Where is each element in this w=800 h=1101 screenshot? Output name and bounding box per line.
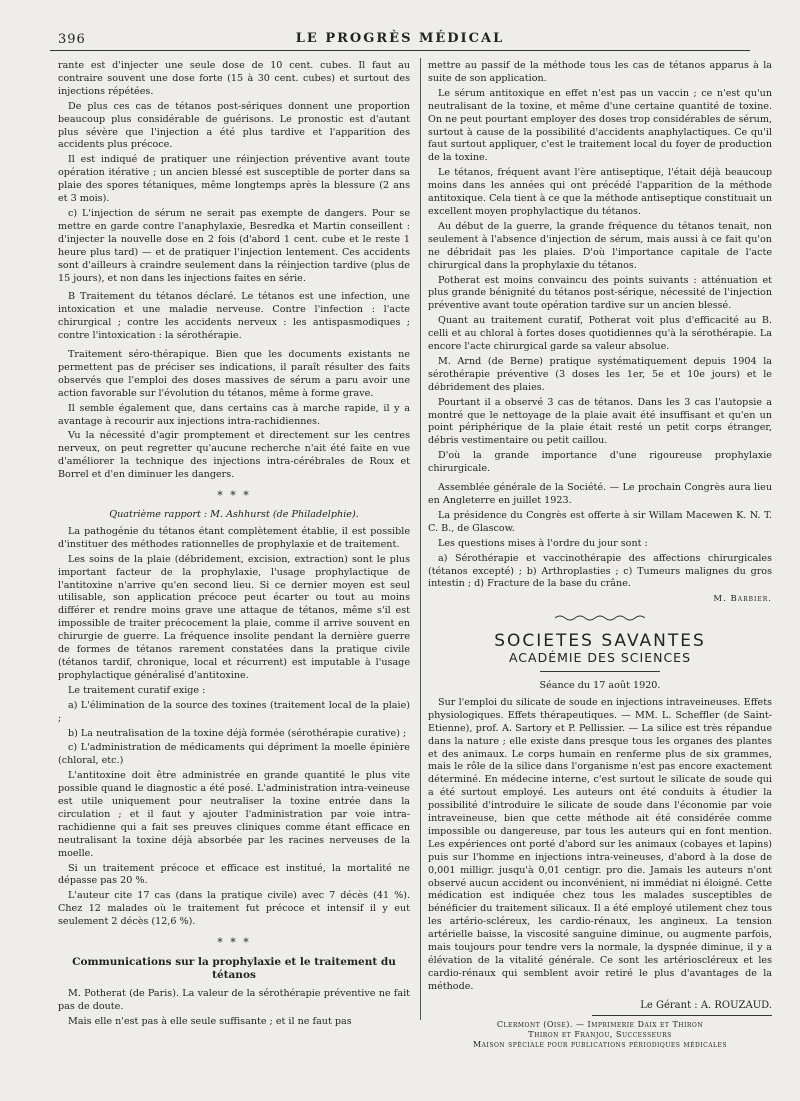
paragraph: M. Potherat (de Paris). La valeur de la sérothérapie préventive ne fait pas de doute.	[58, 988, 410, 1012]
wave-ornament-graphic	[555, 614, 645, 622]
section-separator: * * *	[217, 936, 251, 950]
paragraph: c) L'injection de sérum ne serait pas exempte de dangers. Pour se mettre en garde contre l'anaphylaxie, Besredka et Martin conseillent : d'injecter la nouvelle dose en 2 fois (d'abord 1 cent. cube et le reste 1 heure plus tard) — et de pratiquer l'injection lentement. Ces accidents sont d'ailleurs à craindre seulement dans la réinjection tardive (plus de 15 jours), et non dans les injections faites en série.	[58, 207, 410, 284]
paragraph: La pathogénie du tétanos étant complètement établie, il est possible d'instituer des méthodes rationnelles de prophylaxie et de traitement.	[58, 525, 410, 550]
right-column	[428, 60, 772, 1050]
session-date: Séance du 17 août 1920.	[539, 679, 661, 691]
paragraph: Pourtant il a observé 3 cas de tétanos. Dans les 3 cas l'autopsie a montré que le nettoyage de la plaie avait été insuffisant et qu'en un point périphérique de la plaie était resté un petit corps étranger, débris vestimentaire ou petit caillou.	[428, 396, 772, 447]
author-signature: M. Barbier.	[713, 594, 772, 605]
paragraph: Les questions mises à l'ordre du jour sont :	[438, 537, 648, 549]
paragraph: Les soins de la plaie (débridement, excision, extraction) sont le plus important facteur de la prophylaxie, l'usage prophylactique de l'antitoxine n'arrive qu'en second lieu. Si ce dernier moyen est seul utilisable, son application précoce peut écarter ou tout au moins différer et rendre moins grave une attaque de tétanos, même s'il est impossible de traiter précocement la plaie, comme il arrive souvent en chirurgie de guerre. La fréquence insolite pendant la dernière guerre de formes de tétanos rarement constatées dans la pratique civile (tétanos tardif, chronique, local et récurrent) est imputable à l'usage prophylactique généralisé d'antitoxine.	[58, 553, 410, 681]
paragraph: Sur l'emploi du silicate de soude en injections intraveineuses. Effets physiologiques. Effets thérapeutiques. — MM. L. Scheffler (de Saint-Etienne), prof. A. Sartory et P. Pellissier. — La silice est très répandue dans la nature ; elle existe dans presque tous les organes des plantes et des animaux. Le corps humain en renferme plus de six grammes, mais le rôle de la silice dans l'organisme n'est pas encore exactement déterminé. En médecine interne, c'est surtout le silicate de soude qui a été surtout employé. Les auteurs ont été conduits à étudier la possibilité d'introduire le silicate de soude dans l'économie par voie intraveineuse, bien que cette méthode ait été considérée comme impossible ou dangereuse, par tous les auteurs qui en font mention. Les expériences ont porté d'abord sur les animaux (cobayes et lapins) puis sur l'homme en injections intra-veineuses, d'abord à la dose de 0,001 milligr. jusqu'à 0,01 centigr. pro die. Jamais les auteurs n'ont observé aucun accident ou inconvénient, ni immédiat ni éloigné. Cette médication est indiquée chez tous les malades susceptibles de bénéficier du traitement silicaux. Il a été employé utilement chez tous les artério-scléreux, les cardio-rénaux, les angineux. La tension artérielle baisse, la viscosité sanguine diminue, ou augmente parfois, mais toujours pour tendre vers la normale, la dyspnée diminue, il y a élévation de la vitalité générale. Ce sont les artérioscléreux et les cardio-rénaux qui semblent avoir retiré le plus d'avantages de la méthode.	[428, 696, 772, 992]
list-item: b) La neutralisation de la toxine déjà formée (sérothérapie curative) ;	[68, 727, 407, 739]
journal-title: LE PROGRÈS MÉDICAL	[295, 31, 505, 46]
paragraph: M. Arnd (de Berne) pratique systématiquement depuis 1904 la sérothérapie préventive (3 doses les 1er, 5e et 10e jours) et le débridement des plaies.	[428, 355, 772, 393]
report-heading: Quatrième rapport : M. Ashhurst (de Philadelphie).	[109, 509, 359, 520]
page-number: 396	[58, 32, 86, 47]
gerant-rule	[592, 1015, 772, 1016]
paragraph: Au début de la guerre, la grande fréquence du tétanos tenait, non seulement à l'absence d'injection de sérum, mais aussi à ce fait qu'on ne débridait pas les plaies. D'où l'importance capitale de l'acte chirurgical dans la prophylaxie du tétanos.	[428, 220, 772, 271]
imprint-line: Maison spéciale pour publications périodiques médicales	[472, 1039, 728, 1049]
paragraph: Assemblée générale de la Société. — Le prochain Congrès aura lieu en Angleterre en juillet 1923.	[428, 482, 772, 506]
imprint-line: Thiron et Franjou, Successeurs	[528, 1029, 672, 1039]
paragraph: Il est indiqué de pratiquer une réinjection préventive avant toute opération itérative ; un ancien blessé est susceptible de porter dans sa plaie des spores tétaniques, même longtemps après la blessure (2 ans et 3 mois).	[58, 154, 410, 205]
paragraph: Le traitement curatif exige :	[68, 684, 206, 696]
column-divider	[420, 58, 421, 1020]
paragraph: Quant au traitement curatif, Potherat voit plus d'efficacité au B. celli et au chloral à fortes doses quotidiennes qu'à la sérothérapie. La encore l'acte chirurgical garde sa valeur absolue.	[428, 315, 772, 353]
paragraph: Mais elle n'est pas à elle seule suffisante ; et il ne faut pas	[68, 1015, 352, 1027]
section-title: SOCIETES SAVANTES	[494, 631, 706, 652]
paragraph: L'antitoxine doit être administrée en grande quantité le plus vite possible quand le diagnostic a été posé. L'administration intra-veineuse est utile uniquement pour neutraliser la toxine entrée dans la circulation ; et il faut y ajouter l'administration par voie intra-rachidienne qui a fait ses preuves cliniques comme étant efficace en neutralisant la toxine déjà absorbée par les racines nerveuses de la moelle.	[58, 770, 410, 859]
paragraph: Le tétanos, fréquent avant l'ère antiseptique, l'était déjà beaucoup moins dans les années qui ont précédé l'apparition de la méthode antitoxique. Cela tient à ce que la méthode antiseptique constituait un excellent moyen prophylactique du tétanos.	[428, 167, 772, 217]
paragraph: Le sérum antitoxique en effet n'est pas un vaccin ; ce n'est qu'un neutralisant de la toxine, et même d'une certaine quantité de toxine. On ne peut pourtant employer des doses trop considérables de sérum, surtout à cause de la possibilité d'accidents anaphylactiques. Ce qu'il faut surtout appliquer, c'est le traitement local du foyer de production de la toxine.	[428, 87, 772, 164]
section-heading: Communications sur la prophylaxie et le traitement du tétanos	[72, 956, 396, 981]
paragraph: Potherat est moins convaincu des points suivants : atténuation et plus grande bénignité du tétanos post-sérique, nécessité de l'injection préventive avant toute opération tardive sur un ancien blessé.	[428, 274, 772, 312]
section-separator: * * *	[217, 489, 251, 503]
paragraph: a) Sérothérapie et vaccinothérapie des affections chirurgicales (tétanos excepté) ; b) Arthroplasties ; c) Tumeurs malignes du gros intestin ; d) Fracture de la base du crâne.	[428, 552, 772, 590]
list-item: c) L'administration de médicaments qui dépriment la moelle épinière (chloral, etc.)	[58, 742, 410, 767]
paragraph: De plus ces cas de tétanos post-sériques donnent une proportion beaucoup plus considérable de guérisons. Le pronostic est d'autant plus sévère que l'injection a été plus tardive et l'apparition des accidents plus précoce.	[58, 100, 410, 151]
academy-title: ACADÉMIE DES SCIENCES	[508, 650, 692, 666]
paragraph: rante est d'injecter une seule dose de 10 cent. cubes. Il faut au contraire souvent une dose forte (15 à 30 cent. cubes) et surtout des injections répétées.	[58, 60, 410, 97]
paragraph: B Traitement du tétanos déclaré. Le tétanos est une infection, une intoxication et une maladie nerveuse. Contre l'infection : l'acte chirurgical ; contre les accidents nerveux : les antispasmodiques ; contre l'intoxication : la sérothérapie.	[58, 291, 410, 342]
paragraph: La présidence du Congrès est offerte à sir Willam Macewen K. N. T. C. B., de Glascow.	[428, 509, 772, 534]
paragraph: Si un traitement précoce et efficace est institué, la mortalité ne dépasse pas 20 %.	[58, 862, 410, 887]
wave-ornament	[428, 614, 772, 627]
gerant-line: Le Gérant : A. ROUZAUD.	[640, 999, 772, 1011]
page-header	[50, 30, 750, 50]
paragraph: D'où la grande importance d'une rigoureuse prophylaxie chirurgicale.	[428, 450, 772, 475]
list-item: a) L'élimination de la source des toxines (traitement local de la plaie) ;	[58, 699, 410, 724]
imprint-line: Clermont (Oise). — Imprimerie Daix et Thiron	[496, 1019, 704, 1029]
paragraph: Il semble également que, dans certains cas à marche rapide, il y a avantage à recourir aux injections intra-rachidiennes.	[58, 402, 410, 427]
paragraph: L'auteur cite 17 cas (dans la pratique civile) avec 7 décès (41 %). Chez 12 malades où le traitement fut précoce et intensif il y eut seulement 2 décès (12,6 %).	[58, 890, 410, 928]
paragraph: Vu la nécessité d'agir promptement et directement sur les centres nerveux, on peut regretter qu'aucune recherche n'ait été faite en vue d'améliorer la technique des injections intra-cérébrales de Roux et Borrel et d'en diminuer les dangers.	[58, 430, 410, 481]
title-rule	[540, 671, 660, 672]
paragraph: Traitement séro-thérapique. Bien que les documents existants ne permettent pas de préciser ses indications, il paraît résulter des faits observés que l'emploi des doses massives de sérum a paru avoir une action favorable sur l'évolution du tétanos, même à forme grave.	[58, 349, 410, 399]
header-rule	[50, 50, 750, 51]
left-column	[58, 60, 410, 1031]
paragraph: mettre au passif de la méthode tous les cas de tétanos apparus à la suite de son application.	[428, 60, 772, 84]
